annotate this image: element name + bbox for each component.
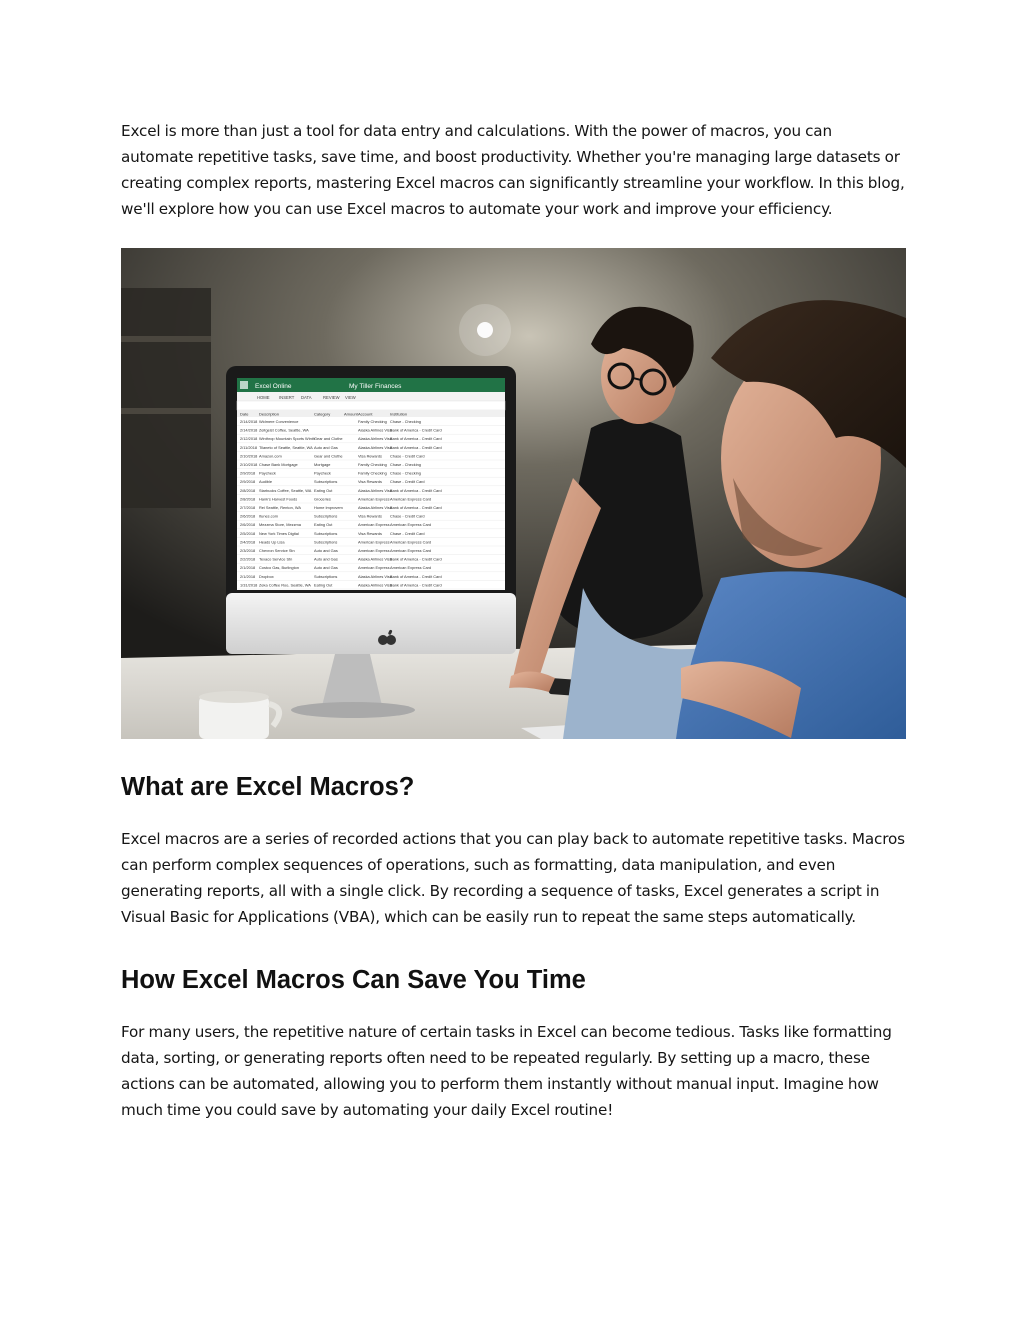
sheet-cell: Bank of America - Credit Card: [390, 436, 442, 442]
sheet-cell: Bank of America - Credit Card: [390, 487, 442, 493]
sheet-cell: American Express Card: [390, 522, 432, 528]
sheet-column-header: Date: [240, 411, 249, 417]
sheet-cell: 2/6/2018: [240, 513, 256, 519]
sheet-cell: Alaska Airlines Visa: [358, 573, 392, 579]
sheet-cell: Audible: [259, 479, 272, 485]
sheet-cell: 2/9/2018: [240, 470, 256, 476]
sheet-cell: Alaska Airlines Visa: [358, 444, 392, 450]
sheet-cell: Eating Out: [314, 522, 333, 528]
sheet-cell: Bank of America - Credit Card: [390, 427, 442, 433]
sheet-cell: Alaska Airlines Visa: [358, 582, 392, 588]
sheet-cell: Chase - Credit Card: [390, 453, 425, 459]
sheet-cell: Bank of America - Credit Card: [390, 505, 442, 510]
sheet-cell: 2/4/2018: [240, 539, 256, 545]
sheet-cell: 2/14/2018: [240, 427, 258, 433]
sheet-column-header: Amount: [344, 411, 358, 417]
sheet-cell: Winthrop Mountain Sports Winth: [259, 436, 316, 442]
sheet-cell: Subscriptions: [314, 573, 338, 579]
sheet-cell: Hank's Harvest Foods: [259, 496, 298, 502]
ribbon-tab: DATA: [301, 395, 312, 400]
sheet-cell: Subscriptions: [314, 513, 338, 519]
sheet-cell: Visa Rewards: [358, 530, 382, 536]
sheet-cell: Texaco Service Stn: [259, 556, 293, 562]
sheet-cell: Chase - Checking: [390, 470, 421, 476]
sheet-cell: 2/7/2018: [240, 505, 256, 510]
document-page: [121, 118, 907, 1123]
sheet-cell: Subscriptions: [314, 539, 338, 545]
sheet-cell: Tilaneto of Seattle, Seattle, WA: [259, 444, 313, 450]
section2-paragraph: For many users, the repetitive nature of certain tasks in Excel can become tedious. Tasks like formatting data, sorting, or generating reports often need to be repeated regularly. By setting up a macro, these actions can be automated, allowing you to perform them instantly without manual input. Imagine how much time you could save by automating your daily Excel routine!: [121, 1023, 892, 1119]
sheet-cell: American Express: [358, 539, 390, 545]
sheet-cell: Paycheck: [314, 470, 331, 476]
sheet-cell: Bank of America - Credit Card: [390, 556, 442, 562]
sheet-cell: Zeka Coffee Roo, Seattle, WA: [259, 582, 311, 588]
sheet-cell: Home Improvem: [314, 505, 343, 510]
sheet-cell: Itunes.com: [259, 513, 279, 519]
heading-what-are-macros: What are Excel Macros?: [121, 773, 415, 801]
sheet-column-header: Account: [358, 411, 373, 417]
sheet-cell: Chase - Credit Card: [390, 479, 425, 485]
sheet-cell: Subscriptions: [314, 479, 338, 485]
sheet-column-header: Institution: [390, 411, 408, 417]
excel-app-title: Excel Online: [255, 383, 292, 390]
heading-save-time: How Excel Macros Can Save You Time: [121, 966, 586, 994]
sheet-cell: Groceries: [314, 496, 331, 502]
sheet-cell: Eating Out: [314, 487, 333, 493]
coffee-mug: [199, 691, 279, 739]
sheet-cell: Chase - Credit Card: [390, 513, 425, 519]
sheet-cell: Visa Rewards: [358, 479, 382, 485]
sheet-cell: 2/6/2018: [240, 522, 256, 528]
ribbon-tab: INSERT: [279, 395, 295, 400]
sheet-cell: Rei Seattle, Renton, WA: [259, 505, 302, 510]
sheet-cell: American Express: [358, 565, 390, 571]
sheet-cell: Visa Rewards: [358, 453, 382, 459]
sheet-cell: American Express Card: [390, 565, 432, 571]
sheet-cell: Auto and Gas: [314, 444, 338, 450]
sheet-cell: 2/8/2018: [240, 496, 256, 502]
sheet-cell: Family Checking: [358, 462, 387, 467]
sheet-cell: Zeitgeist Coffee, Seattle, WA: [259, 427, 309, 433]
sheet-cell: 2/1/2018: [240, 573, 256, 579]
sheet-cell: Widmere Convenience: [259, 419, 299, 424]
sheet-column-headers: [237, 410, 505, 417]
sheet-cell: 2/2/2018: [240, 556, 256, 562]
sheet-cell: 2/1/2018: [240, 565, 256, 571]
section1-paragraph: Excel macros are a series of recorded actions that you can play back to automate repetitive tasks. Macros can perform complex sequences of operations, such as formatting, data manipulation, and even generating reports, all with a single click. By recording a sequence of tasks, Excel generates a script in Visual Basic for Applications (VBA), which can be easily run to repeat the same steps automatically.: [121, 830, 905, 926]
sheet-cell: 2/9/2018: [240, 479, 256, 485]
sheet-cell: Subscriptions: [314, 530, 338, 536]
sheet-cell: 2/10/2018: [240, 453, 258, 459]
sheet-cell: Chase Bank Mortgage: [259, 462, 298, 467]
sheet-cell: Eating Out: [314, 582, 333, 588]
sheet-cell: 2/5/2018: [240, 530, 256, 536]
sheet-cell: Auto and Gas: [314, 548, 338, 553]
excel-workbook-title: My Tiller Finances: [349, 383, 402, 390]
sheet-cell: Chase - Checking: [390, 419, 421, 424]
sheet-cell: New York Times Digital: [259, 530, 299, 536]
sheet-cell: American Express: [358, 496, 390, 502]
sheet-cell: Alaska Airlines Visa: [358, 436, 392, 442]
sheet-cell: 2/8/2018: [240, 487, 256, 493]
sheet-cell: Paycheck: [259, 470, 276, 476]
sheet-cell: Alaska Airlines Visa: [358, 505, 392, 510]
sheet-cell: Chase - Credit Card: [390, 530, 425, 536]
sheet-column-header: Category: [314, 411, 331, 417]
sheet-cell: Family Checking: [358, 419, 387, 424]
app-grid-icon: [240, 381, 248, 389]
sheet-cell: Bank of America - Credit Card: [390, 582, 442, 588]
sheet-cell: Family Checking: [358, 470, 387, 476]
sheet-cell: Chevron Service Stn: [259, 548, 295, 553]
sheet-cell: Mezzma Store, Mezzma: [259, 522, 301, 528]
sheet-cell: Dropbox: [259, 573, 274, 579]
sheet-cell: Auto and Gas: [314, 565, 338, 571]
intro-paragraph: Excel is more than just a tool for data entry and calculations. With the power of macros, you can automate repetitive tasks, save time, and boost productivity. Whether you're managing large datasets or creating complex reports, mastering Excel macros can significantly streamline your workflow. In this blog, we'll explore how you can use Excel macros to automate your work and improve your efficiency.: [121, 122, 905, 218]
sheet-cell: 2/12/2018: [240, 436, 258, 442]
sheet-cell: Visa Rewards: [358, 513, 382, 519]
sheet-cell: 1/31/2018: [240, 582, 258, 588]
sheet-cell: 2/11/2018: [240, 444, 258, 450]
excel-screen: [237, 378, 505, 590]
sheet-cell: American Express Card: [390, 496, 432, 502]
sheet-cell: Gear and Clothe: [314, 453, 343, 459]
sheet-cell: 2/14/2018: [240, 419, 258, 424]
sheet-cell: Bank of America - Credit Card: [390, 573, 442, 579]
sheet-cell: Alaska Airlines Visa: [358, 427, 392, 433]
sheet-cell: 2/3/2018: [240, 548, 256, 553]
sheet-cell: Starbucks Coffee, Seattle, WA: [259, 487, 312, 493]
sheet-cell: 2/10/2018: [240, 462, 258, 467]
sheet-cell: Alaska Airlines Visa: [358, 487, 392, 493]
ribbon-tab: VIEW: [345, 395, 356, 400]
sheet-cell: Mortgage: [314, 462, 331, 467]
sheet-cell: Auto and Gas: [314, 556, 338, 562]
sheet-cell: Amazon.com: [259, 453, 282, 459]
sheet-column-header: Description: [259, 411, 280, 417]
sheet-cell: Heads Up Lisa: [259, 539, 285, 545]
ribbon-tab: REVIEW: [323, 395, 340, 400]
sheet-cell: American Express: [358, 548, 390, 553]
sheet-cell: Chase - Checking: [390, 462, 421, 467]
sheet-cell: Bank of America - Credit Card: [390, 444, 442, 450]
sheet-cell: Costco Gas, Burlington: [259, 565, 300, 571]
sheet-cell: Alaska Airlines Visa: [358, 556, 392, 562]
sheet-cell: American Express: [358, 522, 390, 528]
sheet-cell: American Express Card: [390, 539, 432, 545]
sheet-cell: Gear and Clothe: [314, 436, 343, 442]
ribbon-tab: HOME: [257, 395, 270, 400]
office-photo: [121, 248, 906, 739]
sheet-cell: American Express Card: [390, 548, 432, 553]
